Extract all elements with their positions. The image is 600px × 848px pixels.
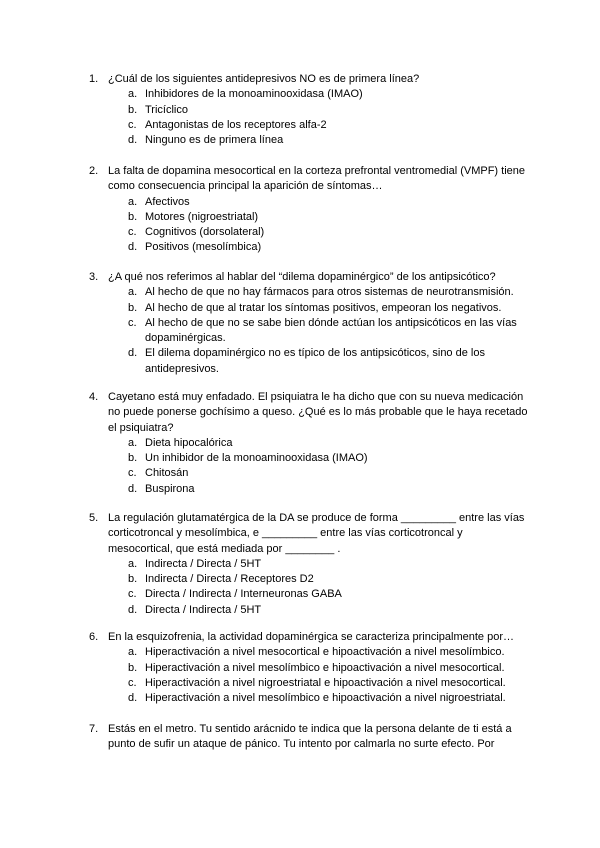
option-letter: a.	[128, 436, 138, 449]
option-letter: d.	[128, 603, 138, 616]
option-letter: c.	[128, 467, 137, 480]
question-number: 4.	[89, 391, 99, 403]
option-letter: d.	[128, 241, 138, 254]
option-letter: b.	[128, 210, 138, 223]
option-text: Al hecho de que al tratar los síntomas positivos, empeoran los negativos.	[145, 301, 502, 314]
question-number: 2.	[89, 165, 99, 177]
option-text: Motores (nigroestriatal)	[145, 210, 259, 223]
option-letter: a.	[128, 646, 138, 659]
option-text: Ninguno es de primera línea	[145, 134, 284, 147]
option-text: Hiperactivación a nivel mesolímbico e hipoactivación a nivel nigroestriatal.	[145, 692, 506, 705]
option-text: Tricíclico	[145, 103, 188, 116]
question-text: Estás en el metro. Tu sentido arácnido te indica que la persona delante de ti está a punto de sufir un ataque de pánico. Tu intento por calmarla no surte efecto. Por	[108, 723, 512, 751]
option-text: Un inhibidor de la monoaminooxidasa (IMAO)	[145, 452, 368, 465]
question-text: ¿A qué nos referimos al hablar del “dilema dopaminérgico” de los antipsicótico?	[108, 271, 496, 283]
option-text: Buspirona	[145, 482, 195, 495]
option-text: Cognitivos (dorsolateral)	[145, 226, 265, 239]
option-text: Hiperactivación a nivel nigroestriatal e hipoactivación a nivel mesocortical.	[145, 676, 506, 689]
option-letter: b.	[128, 452, 138, 465]
question-number: 5.	[89, 512, 99, 524]
option-letter: c.	[128, 226, 137, 239]
option-text: Al hecho de que no se sabe bien dónde actúan los antipsicóticos en las vías dopaminérgicas.	[145, 316, 517, 345]
option-text: Directa / Indirecta / 5HT	[145, 603, 262, 616]
question-number: 7.	[89, 723, 99, 735]
option-text: Chitosán	[145, 467, 189, 480]
option-text: Inhibidores de la monoaminooxidasa (IMAO)	[145, 88, 363, 101]
option-letter: a.	[128, 286, 138, 299]
option-text: Hiperactivación a nivel mesocortical e hipoactivación a nivel mesolímbico.	[145, 646, 505, 659]
option-text: El dilema dopaminérgico no es típico de los antipsicóticos, sino de los antidepresivos.	[145, 347, 485, 375]
option-letter: d.	[128, 692, 138, 705]
question-6	[0, 630, 600, 706]
question-7	[0, 722, 600, 753]
question-5	[0, 511, 600, 618]
question-1	[0, 72, 600, 148]
option-text: Hiperactivación a nivel mesolímbico e hipoactivación a nivel mesocortical.	[145, 661, 505, 674]
option-text: Al hecho de que no hay fármacos para otros sistemas de neurotransmisión.	[145, 286, 514, 299]
question-text: La falta de dopamina mesocortical en la corteza prefrontal ventromedial (VMPF) tiene como consecuencia principal la aparición de síntomas…	[108, 165, 525, 193]
option-text: Antagonistas de los receptores alfa-2	[145, 118, 327, 131]
question-3	[0, 270, 600, 377]
option-letter: b.	[128, 301, 138, 314]
question-text: La regulación glutamatérgica de la DA se produce de forma _________ entre las vías corticotroncal y mesolímbica, e _________ entre las vías corticotroncal y mesocortical, que está mediada por ________ .	[108, 512, 525, 555]
option-letter: b.	[128, 103, 138, 116]
question-text: ¿Cuál de los siguientes antidepresivos NO es de primera línea?	[108, 73, 420, 85]
option-letter: a.	[128, 195, 138, 208]
question-text: Cayetano está muy enfadado. El psiquiatra le ha dicho que con su nueva medicación no puede ponerse gochísimo a queso. ¿Qué es lo más probable que le haya recetado el psiquiatra?	[108, 391, 528, 434]
question-2	[0, 164, 600, 256]
option-letter: d.	[128, 482, 138, 495]
option-text: Indirecta / Directa / 5HT	[145, 557, 262, 570]
option-letter: c.	[128, 676, 137, 689]
option-text: Positivos (mesolímbica)	[145, 241, 262, 254]
option-text: Indirecta / Directa / Receptores D2	[145, 573, 314, 586]
option-letter: d.	[128, 134, 138, 147]
question-number: 6.	[89, 631, 99, 643]
option-text: Dieta hipocalórica	[145, 436, 233, 449]
option-text: Afectivos	[145, 195, 190, 208]
option-letter: c.	[128, 118, 137, 131]
question-number: 1.	[89, 73, 99, 85]
option-text: Directa / Indirecta / Interneuronas GABA	[145, 588, 342, 601]
question-4	[0, 390, 600, 497]
option-letter: a.	[128, 88, 138, 101]
option-letter: a.	[128, 557, 138, 570]
option-letter: b.	[128, 661, 138, 674]
option-letter: c.	[128, 316, 137, 329]
option-letter: c.	[128, 588, 137, 601]
question-text: En la esquizofrenia, la actividad dopaminérgica se caracteriza principalmente por…	[108, 631, 514, 643]
question-number: 3.	[89, 271, 99, 283]
option-letter: d.	[128, 347, 138, 360]
option-letter: b.	[128, 573, 138, 586]
